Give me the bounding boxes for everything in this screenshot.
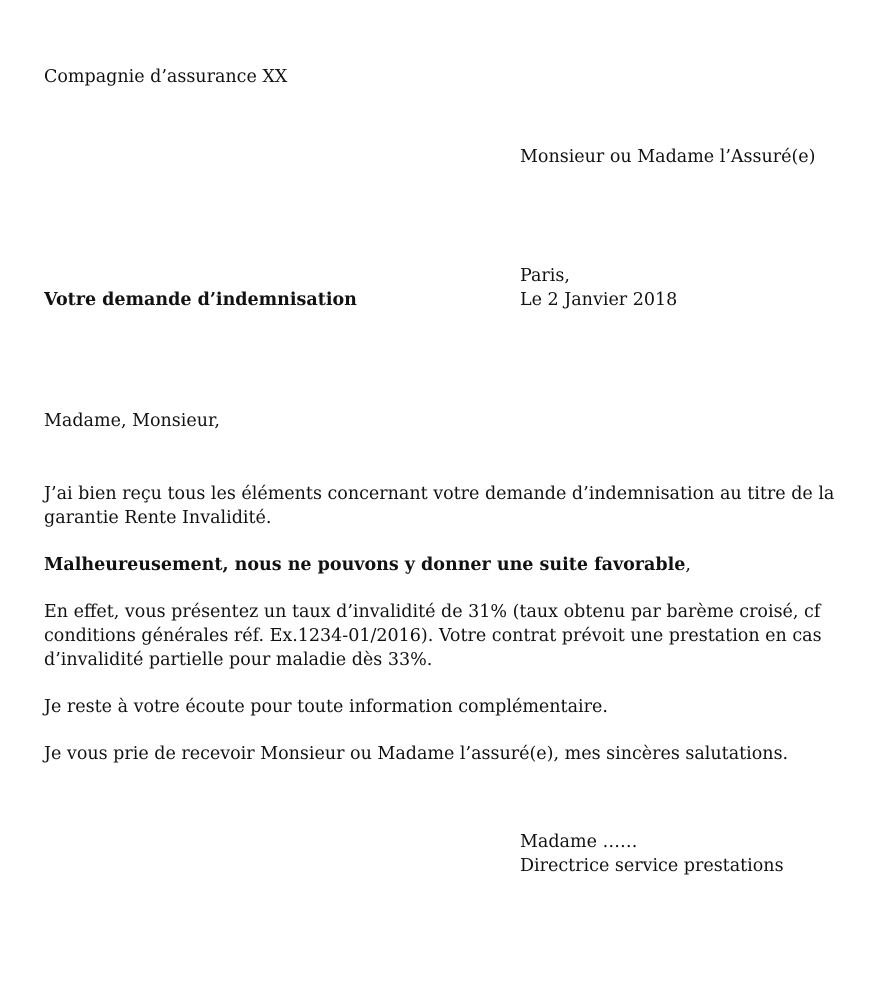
paragraph-explanation-line-1: En effet, vous présentez un taux d’invalidité de 31% (taux obtenu par barème croisé, cf [44,602,821,622]
paragraph-closing: Je vous prie de recevoir Monsieur ou Madame l’assuré(e), mes sincères salutations. [44,744,789,764]
recipient-name: Monsieur ou Madame l’Assuré(e) [520,147,816,167]
letter-date: Le 2 Janvier 2018 [520,290,678,310]
signature-title: Directrice service prestations [520,856,784,876]
letter-place: Paris, [520,266,570,286]
paragraph-refusal [44,553,844,577]
paragraph-receipt-line-2: garantie Rente Invalidité. [44,508,272,528]
paragraph-explanation-line-2: conditions générales réf. Ex.1234-01/2016). Votre contrat prévoit une prestation en cas [44,626,822,646]
refusal-statement: Malheureusement, nous ne pouvons y donner une suite favorable [44,555,686,575]
paragraph-explanation [44,600,844,672]
letter-body [44,482,844,789]
signature-block [520,830,784,878]
place-date-block [520,264,677,312]
letter-salutation: Madame, Monsieur, [44,411,220,431]
letter-subject: Votre demande d’indemnisation [44,290,357,310]
paragraph-explanation-line-3: d’invalidité partielle pour maladie dès 33%. [44,650,433,670]
paragraph-availability: Je reste à votre écoute pour toute information complémentaire. [44,697,608,717]
paragraph-receipt-line-1: J’ai bien reçu tous les éléments concernant votre demande d’indemnisation au titre de la [44,484,835,504]
refusal-punctuation: , [685,555,691,575]
signature-name: Madame …… [520,832,638,852]
paragraph-receipt [44,482,844,530]
sender-name: Compagnie d’assurance XX [44,67,288,87]
